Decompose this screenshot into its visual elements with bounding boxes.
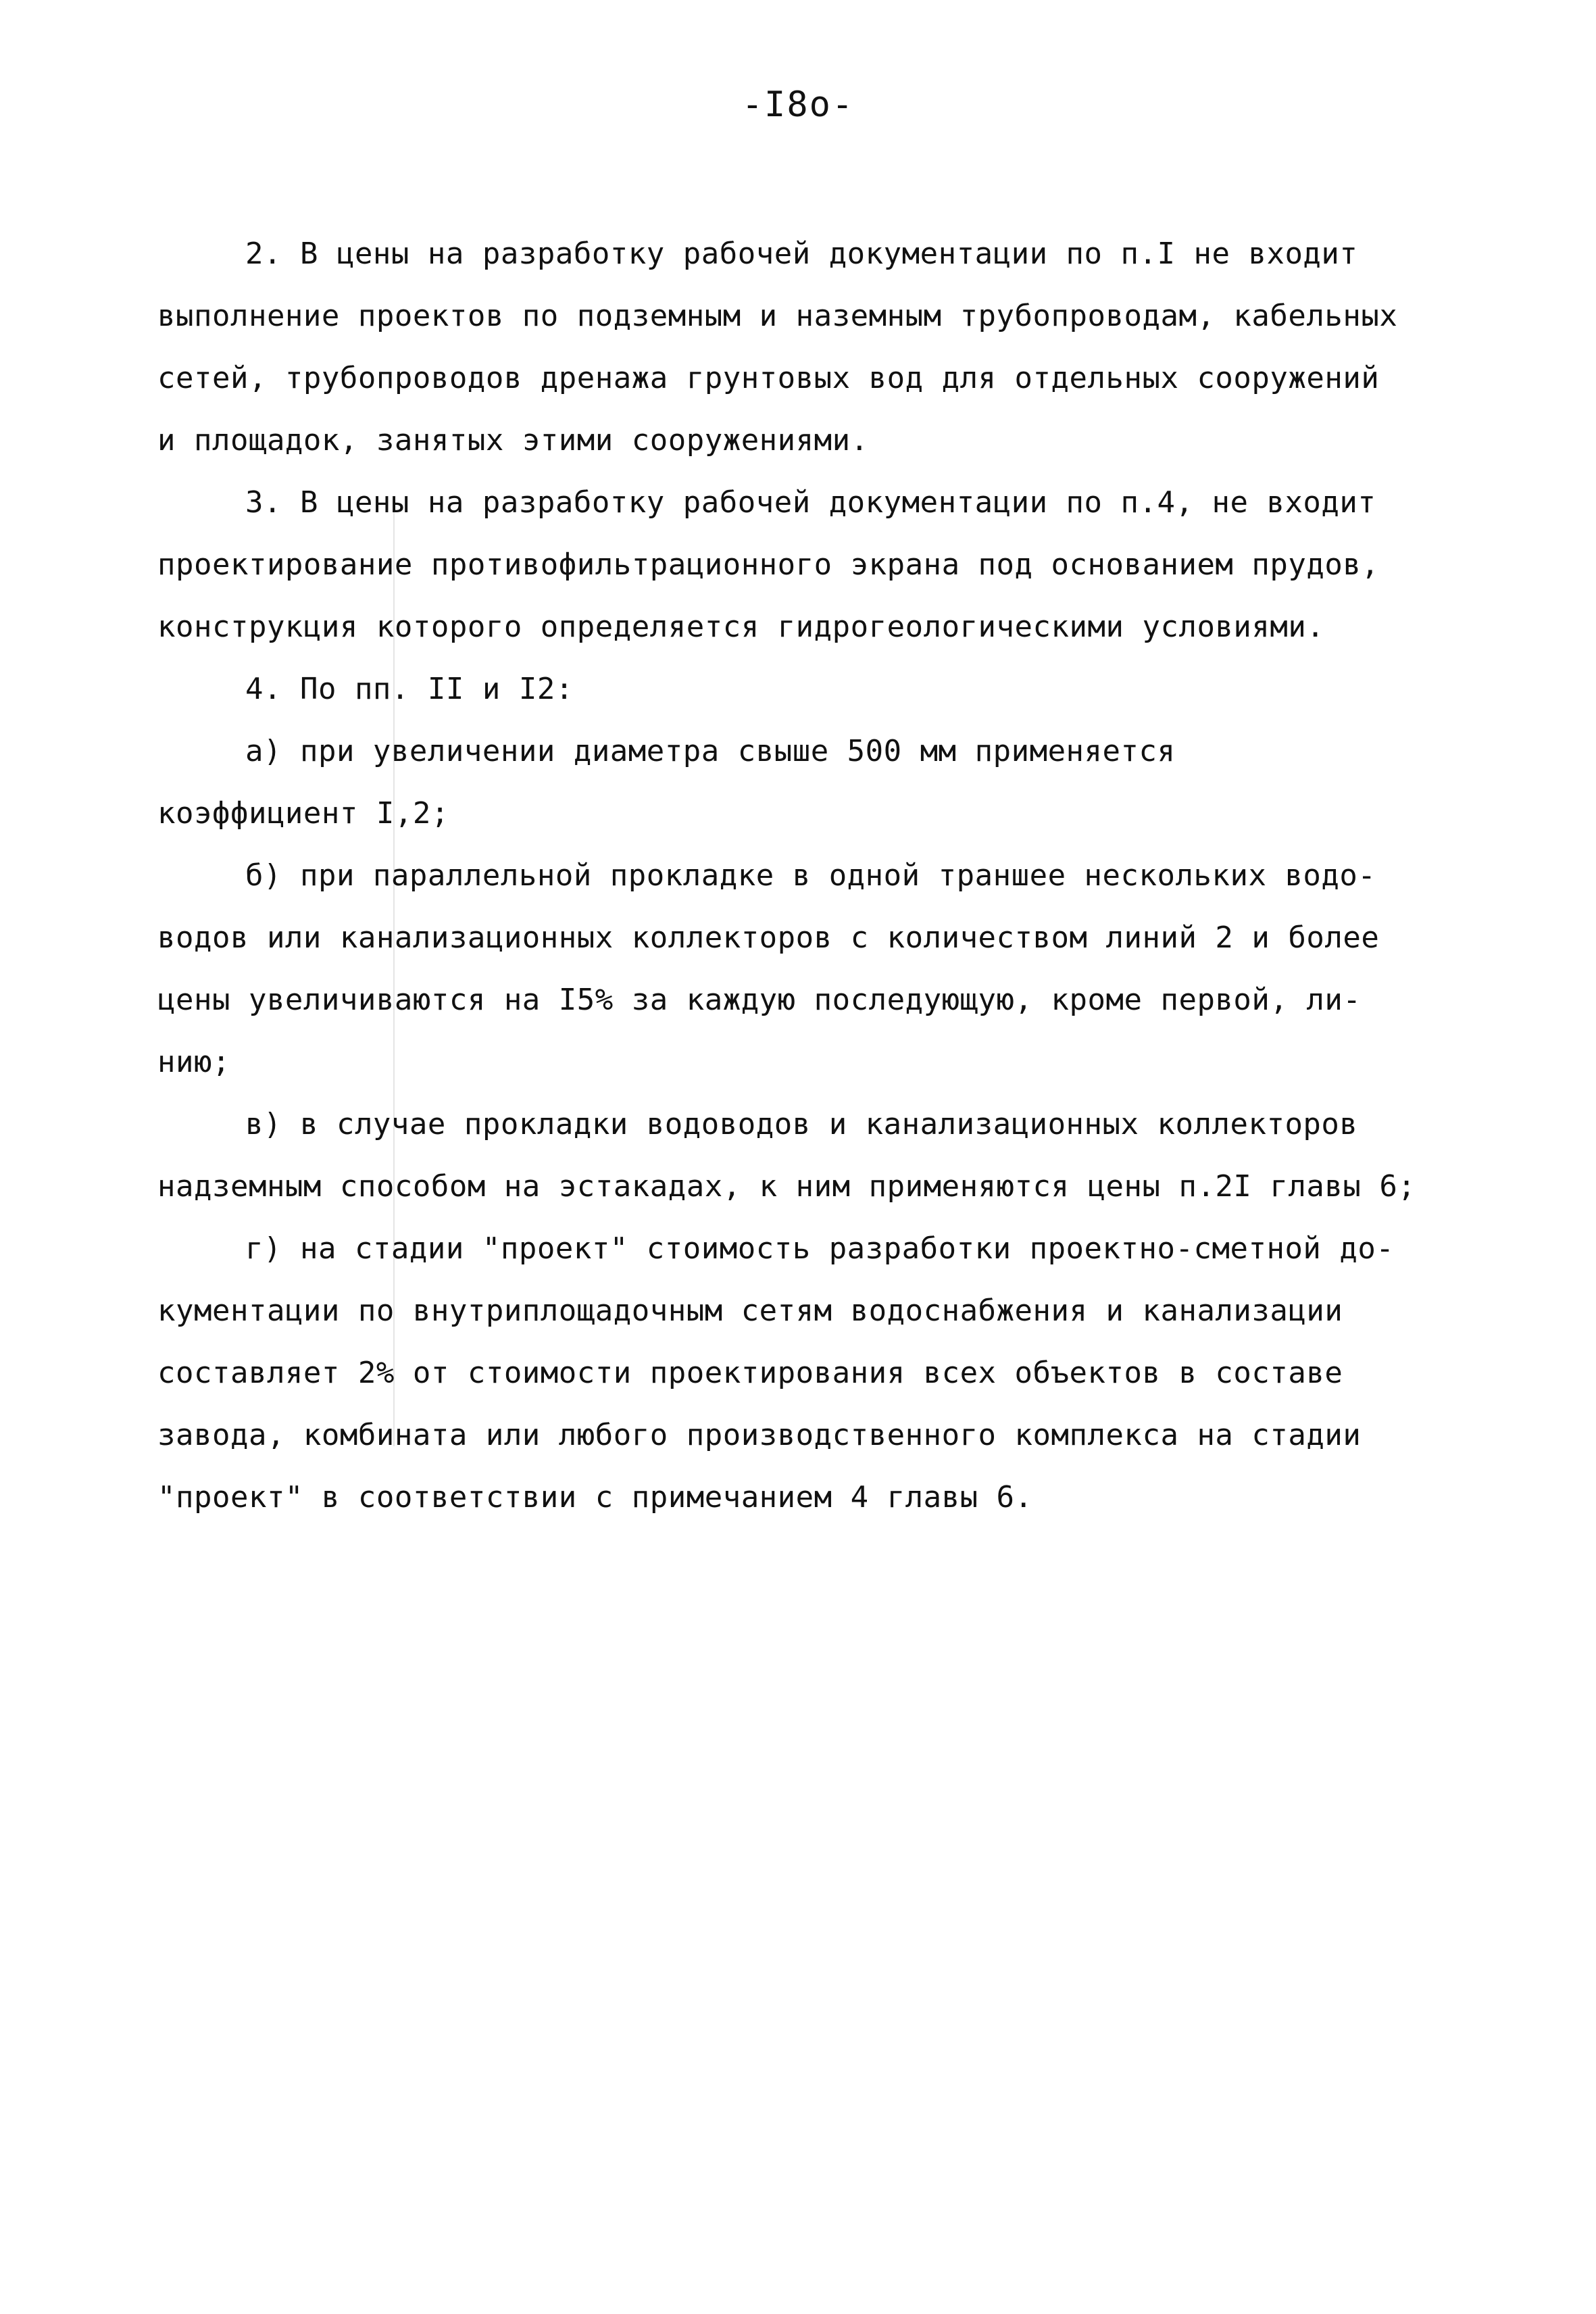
body-text [157, 223, 1441, 1529]
text-line: "проект" в соответствии с примечанием 4 главы 6. [157, 1480, 1033, 1515]
text-line: коэффициент I,2; [157, 796, 449, 831]
text-line: 4. По пп. II и I2: [245, 672, 574, 706]
text-line: г) на стадии "проект" стоимость разработки проектно-сметной до- [245, 1231, 1395, 1266]
text-line: сетей, трубопроводов дренажа грунтовых вод для отдельных сооружений [157, 361, 1380, 395]
text-line: выполнение проектов по подземным и наземным трубопроводам, кабельных [157, 299, 1398, 333]
text-line: б) при параллельной прокладке в одной траншее нескольких водо- [245, 858, 1376, 893]
text-line: и площадок, занятых этими сооружениями. [157, 423, 869, 458]
text-line: проектирование противофильтрационного экрана под основанием прудов, [157, 547, 1380, 582]
text-line: водов или канализационных коллекторов с количеством линий 2 и более [157, 920, 1380, 955]
text-line: конструкция которого определяется гидрогеологическими условиями. [157, 610, 1325, 644]
text-line: 3. В цены на разработку рабочей документации по п.4, не входит [245, 485, 1376, 520]
text-line: цены увеличиваются на I5% за каждую последующую, кроме первой, ли- [157, 983, 1362, 1017]
text-line: 2. В цены на разработку рабочей документации по п.I не входит [245, 237, 1358, 271]
text-line: кументации по внутриплощадочным сетям водоснабжения и канализации [157, 1294, 1343, 1328]
text-line: составляет 2% от стоимости проектирования всех объектов в составе [157, 1356, 1343, 1390]
text-line: завода, комбината или любого производственного комплекса на стадии [157, 1418, 1362, 1452]
text-line: нию; [157, 1045, 230, 1079]
text-line: надземным способом на эстакадах, к ним применяются цены п.2I главы 6; [157, 1169, 1416, 1204]
text-line: а) при увеличении диаметра свыше 500 мм применяется [245, 734, 1176, 768]
text-line: в) в случае прокладки водоводов и канализационных коллекторов [245, 1107, 1358, 1141]
page-number: -I8o- [741, 84, 855, 125]
